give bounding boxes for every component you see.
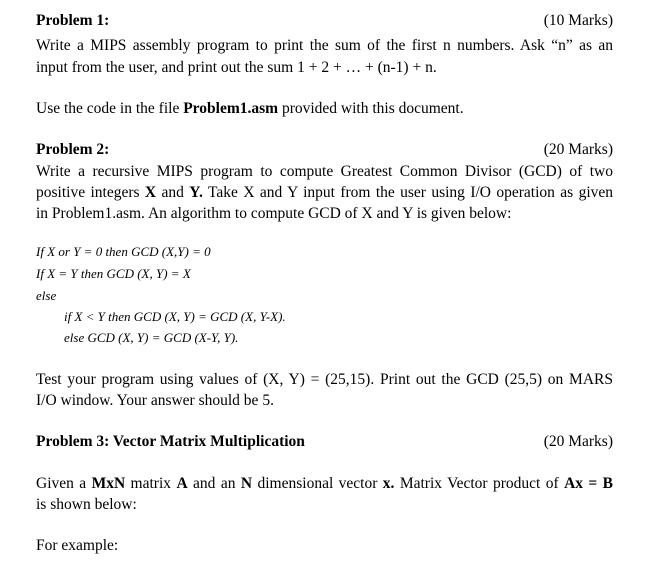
- problem2-line2-post: Take X and Y input from the user using I/O operation as given: [202, 184, 613, 201]
- algo-line1: If X or Y = 0 then GCD (X,Y) = 0: [36, 244, 211, 259]
- problem3-line1-pre: Given a: [36, 475, 92, 492]
- problem3-mid1: matrix: [125, 475, 177, 492]
- problem3-header: [36, 431, 613, 452]
- algo-line2: If X = Y then GCD (X, Y) = X: [36, 266, 191, 281]
- problem3-mxn: MxN: [91, 475, 126, 492]
- problem3-marks: (20 Marks): [543, 433, 613, 450]
- problem3-n: N: [240, 475, 253, 492]
- problem2-header: [36, 139, 613, 160]
- problem1-line2: input from the user, and print out the sum 1 + 2 + … + (n-1) + n.: [36, 59, 437, 76]
- problem2-marks: (20 Marks): [543, 141, 613, 158]
- problem3-mid4: Matrix Vector product of: [394, 475, 565, 492]
- problem1-line1: Write a MIPS assembly program to print the sum of the first n numbers. Ask “n” as an: [36, 37, 613, 54]
- problem1-header: [36, 10, 613, 31]
- problem2-line3: in Problem1.asm. An algorithm to compute GCD of X and Y is given below:: [36, 205, 512, 222]
- problem2-x: X: [144, 184, 157, 201]
- problem1-marks: (10 Marks): [543, 12, 613, 29]
- problem3-a: A: [176, 475, 188, 492]
- problem1-code-pre: Use the code in the file: [36, 100, 184, 117]
- problem3-title: Problem 3: Vector Matrix Multiplication: [36, 433, 305, 450]
- problem3-mid3: dimensional vector: [252, 475, 383, 492]
- problem3-mid2: and an: [187, 475, 241, 492]
- problem2-y: Y.: [189, 184, 203, 201]
- problem3-line1: [36, 473, 613, 494]
- algo-line5: else GCD (X, Y) = GCD (X-Y, Y).: [64, 330, 239, 345]
- problem2-line1: Write a recursive MIPS program to compute Greatest Common Divisor (GCD) of two: [36, 163, 613, 180]
- problem3-line2: is shown below:: [36, 496, 137, 513]
- problem2-and: and: [156, 184, 190, 201]
- problem2-line2-pre: positive integers: [36, 184, 145, 201]
- problem1-code-file: Problem1.asm: [183, 100, 279, 117]
- problem3-eq: Ax = B: [564, 475, 614, 492]
- problem2-test1: Test your program using values of (X, Y) = (25,15). Print out the GCD (25,5) on MARS: [36, 371, 613, 388]
- problem2-test2: I/O window. Your answer should be 5.: [36, 392, 274, 409]
- problem1-title: Problem 1:: [36, 12, 110, 29]
- problem3-x: x.: [382, 475, 395, 492]
- algo-line4: if X < Y then GCD (X, Y) = GCD (X, Y-X).: [64, 309, 286, 324]
- algo-line3: else: [36, 288, 57, 303]
- problem1-code-post: provided with this document.: [278, 100, 464, 117]
- problem2-line2: [36, 182, 613, 203]
- problem1-code-note: [36, 98, 464, 119]
- problem3-example: For example:: [36, 537, 119, 554]
- problem2-title: Problem 2:: [36, 141, 110, 158]
